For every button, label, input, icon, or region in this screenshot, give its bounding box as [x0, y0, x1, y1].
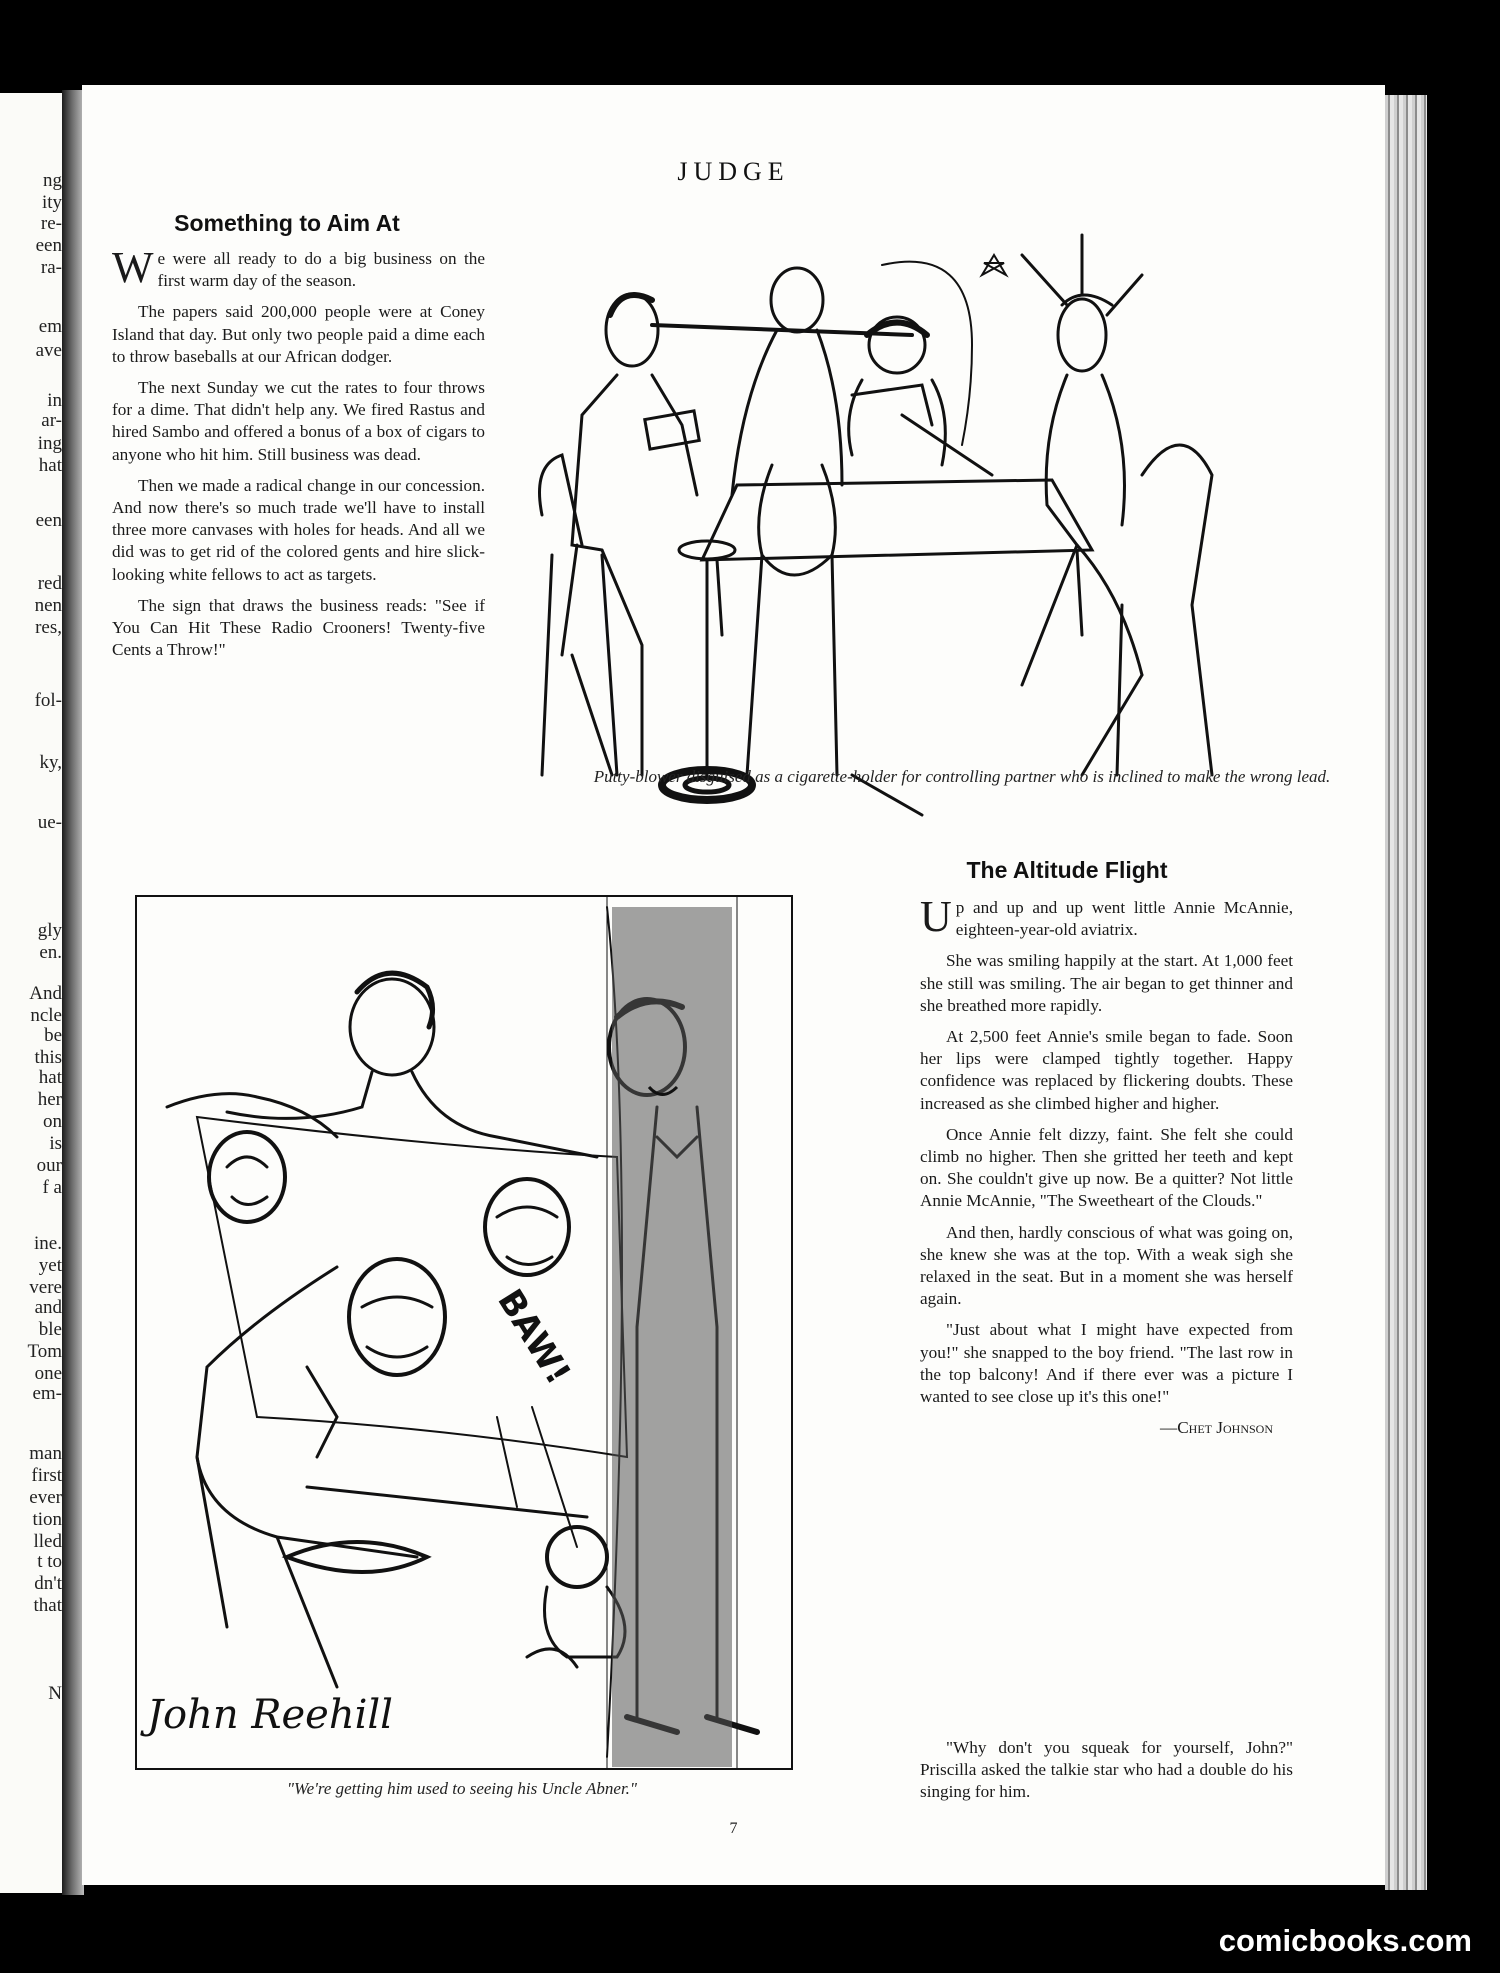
left-page-edge — [0, 93, 62, 1893]
article1-paragraph — [112, 243, 485, 292]
article2-paragraph: "Just about what I might have expected from you!" she snapped to the boy friend. "The last row in the top balcony! And if there ever was a picture I wanted to see close up it's this one!" — [920, 1320, 1293, 1407]
left-page-text-fragment: N — [48, 1683, 62, 1704]
article1-p1-text: e were all ready to do a big business on the first warm day of the season. — [157, 249, 485, 291]
left-page-text-fragment: ncle — [30, 1005, 62, 1026]
left-page-text-fragment: t to — [37, 1551, 62, 1572]
left-page-text-fragment: and — [34, 1297, 62, 1318]
left-page-text-fragment: f a — [42, 1177, 62, 1198]
article1-paragraph: The next Sunday we cut the rates to four throws for a dime. That didn't help any. We fired Rastus and hired Sambo and offered a bonus of a box of cigars to anyone who hit him. Still business was dead. — [112, 378, 485, 464]
left-page-text-fragment: ng — [43, 170, 62, 191]
left-page-text-fragment: first — [31, 1465, 62, 1486]
left-page-text-fragment: en. — [39, 942, 62, 963]
left-page-text-fragment: vere — [29, 1277, 62, 1298]
left-page-text-fragment: in — [47, 390, 62, 411]
left-page-text-fragment: Tom — [27, 1341, 62, 1362]
article-title-the-altitude-flight: The Altitude Flight — [966, 857, 1168, 883]
left-page-text-fragment: ar- — [41, 410, 62, 431]
watermark: comicbooks.com — [1218, 1923, 1472, 1958]
left-page-text-fragment: hat — [38, 1067, 62, 1088]
left-page-text-fragment: is — [49, 1133, 62, 1154]
drop-cap: U — [920, 892, 952, 941]
left-page-text-fragment: man — [29, 1443, 62, 1464]
left-page-text-fragment: yet — [38, 1255, 62, 1276]
left-page-text-fragment: em- — [32, 1383, 62, 1404]
article-title-something-to-aim-at: Something to Aim At — [174, 210, 400, 236]
cartoon2-caption: "We're getting him used to seeing his Uncle Abner." — [286, 1779, 638, 1798]
left-page-text-fragment: ra- — [40, 257, 62, 278]
left-page-text-fragment: ing — [37, 433, 62, 454]
left-page-text-fragment: hat — [38, 455, 62, 476]
drop-cap: W — [112, 243, 154, 292]
article2-p1-text: p and up and up went little Annie McAnnie, eighteen-year-old aviatrix. — [955, 898, 1293, 940]
article2-signature: —Chet Johnson — [1160, 1418, 1273, 1438]
left-page-text-fragment: be — [44, 1025, 62, 1046]
left-page-text-fragment: ue- — [37, 812, 62, 833]
left-page-text-fragment: een — [35, 235, 62, 256]
left-page-text-fragment: een — [35, 510, 62, 531]
left-page-text-fragment: dn't — [34, 1573, 62, 1594]
article1-paragraph: The sign that draws the business reads: "See if You Can Hit These Radio Crooners! Twenty-five Cents a Throw!" — [112, 595, 485, 660]
left-page-text-fragment: ine. — [34, 1233, 62, 1254]
uncle-abner-drawing — [137, 897, 791, 1768]
article-something-to-aim-at — [112, 243, 485, 670]
left-page-text-fragment: re- — [40, 213, 62, 234]
filler-paragraph: "Why don't you squeak for yourself, John?" Priscilla asked the talkie star who had a double do his singing for him. — [920, 1738, 1293, 1802]
left-page-text-fragment: ky, — [39, 752, 62, 773]
article-the-altitude-flight — [920, 892, 1293, 1448]
page-number: 7 — [729, 1820, 738, 1837]
running-head: JUDGE — [677, 157, 790, 186]
magazine-page — [82, 85, 1385, 1885]
article2-paragraph: She was smiling happily at the start. At 1,000 feet she still was smiling. The air began to get thinner and she breathed more rapidly. — [920, 951, 1293, 1015]
left-page-text-fragment: her — [37, 1089, 62, 1110]
left-page-text-fragment: nen — [34, 595, 62, 616]
left-page-text-fragment: ity — [41, 192, 62, 213]
left-page-text-fragment: this — [34, 1047, 62, 1068]
left-page-text-fragment: em — [38, 316, 62, 337]
article2-paragraph: And then, hardly conscious of what was going on, she knew she was at the top. With a weak sigh she relaxed in the seat. But in a moment she was herself again. — [920, 1222, 1293, 1309]
artist-signature: John Reehill — [147, 1692, 393, 1738]
cartoon1-caption: Putty-blower disguised as a cigarette-holder for controlling partner who is inclined to make the wrong lead. — [593, 767, 1331, 786]
left-page-text-fragment: lled — [33, 1531, 62, 1552]
sound-effect-label: BAW! — [489, 1282, 579, 1392]
left-page-text-fragment: fol- — [34, 690, 62, 711]
left-page-text-fragment: on — [43, 1111, 62, 1132]
article2-paragraph: At 2,500 feet Annie's smile began to fade. Soon her lips were clamped tightly together. Happy confidence was replaced by flickering doubts. These increased as she climbed higher and higher. — [920, 1027, 1293, 1113]
bridge-table-cartoon — [522, 215, 1382, 855]
left-page-text-fragment: our — [36, 1155, 62, 1176]
left-page-text-fragment: tion — [32, 1509, 62, 1530]
left-page-text-fragment: ave — [35, 340, 62, 361]
left-page-text-fragment: And — [29, 983, 62, 1004]
left-page-text-fragment: ever — [29, 1487, 62, 1508]
filler-joke — [920, 1737, 1293, 1813]
article1-paragraph: The papers said 200,000 people were at Coney Island that day. But only two people paid a dime each to throw baseballs at our African dodger. — [112, 302, 485, 366]
binding-gutter — [62, 90, 84, 1895]
left-page-text-fragment: red — [37, 573, 62, 594]
uncle-abner-cartoon-frame — [135, 895, 793, 1770]
article2-paragraph — [920, 892, 1293, 941]
left-page-text-fragment: one — [34, 1363, 62, 1384]
left-page-text-fragment: res, — [35, 617, 62, 638]
left-page-text-fragment: ble — [38, 1319, 62, 1340]
right-page-edges — [1385, 95, 1427, 1890]
article2-paragraph: Once Annie felt dizzy, faint. She felt she could climb no higher. Then she gritted her teeth and kept on. She couldn't give up now. Be a quitter? Not little Annie McAnnie, "The Sweetheart of the Clouds." — [920, 1124, 1293, 1211]
article1-paragraph: Then we made a radical change in our concession. And now there's so much trade we'll have to install three more canvases with holes for heads. And all we did was to get rid of the colored gents and hire slick-looking white fellows to act as targets. — [112, 475, 485, 584]
left-page-text-fragment: gly — [37, 920, 62, 941]
left-page-text-fragment: that — [33, 1595, 62, 1616]
